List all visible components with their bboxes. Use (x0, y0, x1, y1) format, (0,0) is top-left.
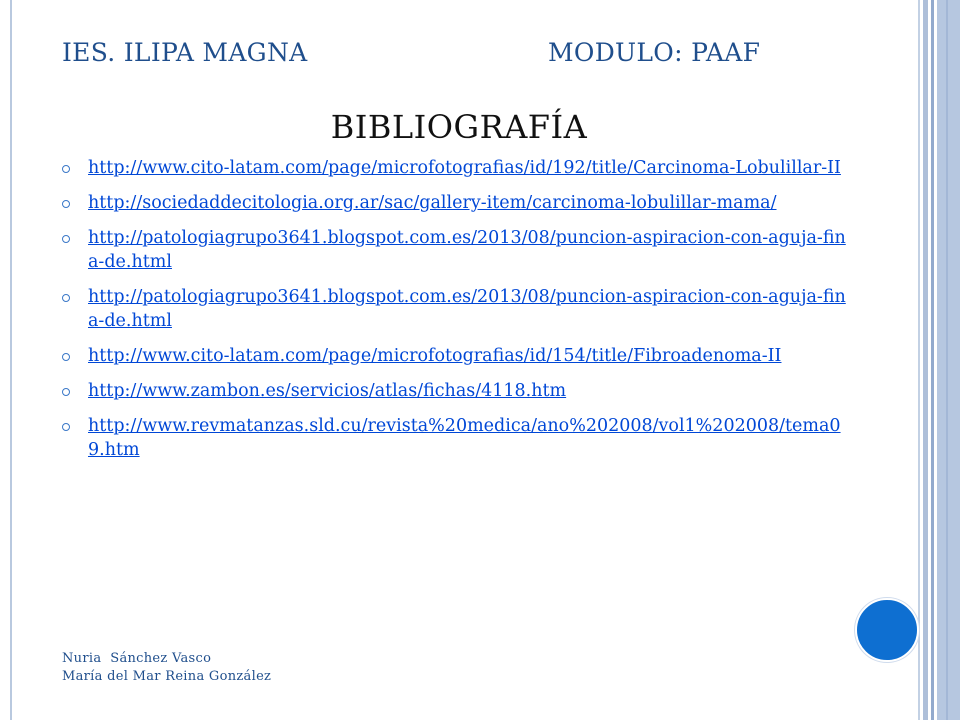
right-decor-bar (931, 0, 934, 720)
reference-item (62, 156, 852, 180)
reference-item (62, 414, 852, 462)
bullet-icon (62, 294, 70, 302)
bullet-icon (62, 388, 70, 396)
bullet-icon (62, 165, 70, 173)
bullet-icon (62, 235, 70, 243)
right-decor-bar (923, 0, 928, 720)
reference-item (62, 344, 852, 368)
reference-link[interactable]: http://www.cito-latam.com/page/microfotografias/id/154/title/Fibroadenoma-II (88, 346, 782, 366)
reference-item (62, 379, 852, 403)
right-decor-bar (918, 0, 920, 720)
reference-link[interactable]: http://patologiagrupo3641.blogspot.com.es/2013/08/puncion-aspiracion-con-aguja-fina-de.html (88, 228, 846, 272)
bullet-icon (62, 423, 70, 431)
school-name: IES. ILIPA MAGNA (62, 38, 308, 67)
slide-title: BIBLIOGRAFÍA (330, 108, 588, 146)
reference-link[interactable]: http://patologiagrupo3641.blogspot.com.es/2013/08/puncion-aspiracion-con-aguja-fina-de.html (88, 287, 846, 331)
reference-link[interactable]: http://www.revmatanzas.sld.cu/revista%20medica/ano%202008/vol1%202008/tema09.htm (88, 416, 841, 460)
decorative-circle (855, 598, 919, 662)
reference-item (62, 285, 852, 333)
module-name: MODULO: PAAF (548, 38, 761, 67)
reference-list (62, 156, 852, 473)
right-decor-bar (937, 0, 960, 720)
bullet-icon (62, 353, 70, 361)
reference-link[interactable]: http://sociedaddecitologia.org.ar/sac/gallery-item/carcinoma-lobulillar-mama/ (88, 193, 777, 213)
author-name: María del Mar Reina González (62, 669, 272, 684)
reference-link[interactable]: http://www.zambon.es/servicios/atlas/fichas/4118.htm (88, 381, 567, 401)
author-name: Nuria Sánchez Vasco (62, 651, 212, 666)
reference-item (62, 191, 852, 215)
reference-item (62, 226, 852, 274)
reference-link[interactable]: http://www.cito-latam.com/page/microfotografias/id/192/title/Carcinoma-Lobulillar-II (88, 158, 841, 178)
right-decor-bar (946, 0, 948, 720)
authors-block (62, 650, 271, 686)
bullet-icon (62, 200, 70, 208)
